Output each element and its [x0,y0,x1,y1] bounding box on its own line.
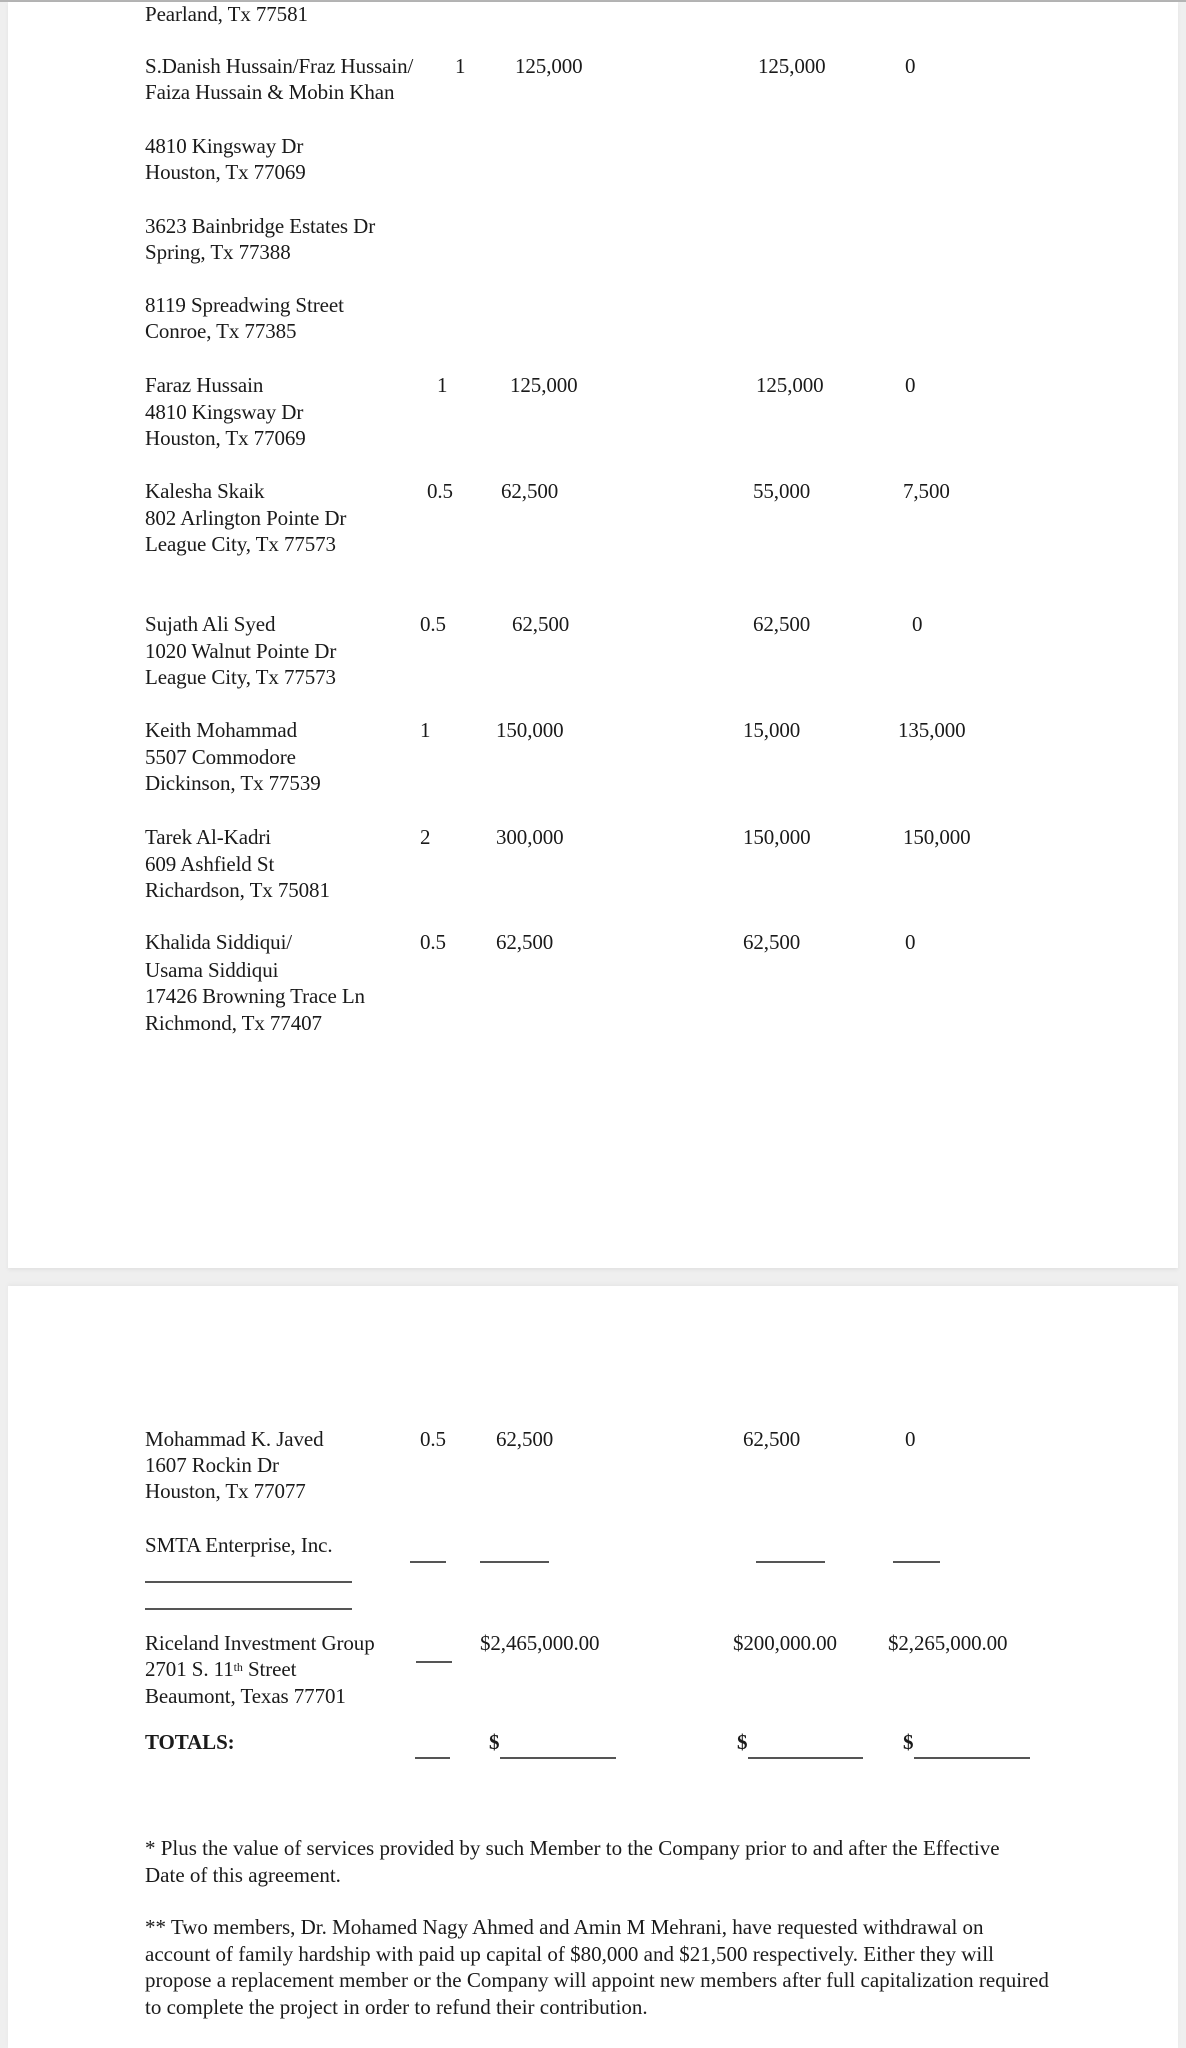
amount-value: 300,000 [496,825,564,849]
amount-value: 62,500 [501,479,559,503]
address-line: Richardson, Tx 75081 [145,878,330,902]
member-name: Tarek Al-Kadri [145,825,271,849]
footnote-single-star: * Plus the value of services provided by such Member to the Company prior to and after the Effective Date of this agreement. [145,1836,1000,1887]
address-line: 802 Arlington Pointe Dr [145,506,347,530]
address-line [145,1656,296,1683]
balance-value: 0 [905,1427,916,1451]
address-line: 1020 Walnut Pointe Dr [145,639,337,663]
ordinal-suffix: th [233,1660,243,1674]
units-value: 0.5 [420,612,446,636]
amount-value: $2,465,000.00 [480,1631,600,1655]
balance-value: 0 [905,54,916,78]
street-suffix: Street [242,1657,297,1681]
blank-units-line [416,1661,452,1663]
balance-value: 150,000 [903,825,971,849]
address-line: 4810 Kingsway Dr [145,400,304,424]
totals-units-line [415,1757,450,1759]
member-name-continued: Faiza Hussain & Mobin Khan [145,80,395,104]
paid-value: 62,500 [743,930,801,954]
address-line: 1607 Rockin Dr [145,1453,279,1477]
blank-paid-line [756,1561,825,1563]
address-line: 5507 Commodore [145,745,296,769]
totals-paid-line [748,1757,863,1759]
blank-balance-line [893,1561,940,1563]
units-value: 0.5 [420,1427,446,1451]
footnote-double-star: ** Two members, Dr. Mohamed Nagy Ahmed and Amin M Mehrani, have requested withdrawal on account of family hardship with paid up capital of $80,000 and $21,500 respectively. Either they will propose a replacement member or the Company will appoint new members after full capitalization required to complete the project in order to refund their contribution. [145,1915,1049,2019]
totals-balance-line [914,1757,1030,1759]
address-line: Conroe, Tx 77385 [145,319,297,343]
balance-value: $2,265,000.00 [888,1631,1008,1655]
units-value: 1 [437,373,448,397]
member-name: Mohammad K. Javed [145,1427,324,1451]
units-value: 1 [455,54,466,78]
amount-value: 125,000 [510,373,578,397]
balance-value: 135,000 [898,718,966,742]
blank-address-line [145,1581,352,1583]
paid-value: 15,000 [743,718,801,742]
units-value: 0.5 [427,479,453,503]
totals-amount-line [500,1757,616,1759]
member-name: Keith Mohammad [145,718,297,742]
totals-label: TOTALS: [145,1730,235,1754]
address-line: League City, Tx 77573 [145,532,336,556]
blank-amount-line [480,1561,549,1563]
address-line: Beaumont, Texas 77701 [145,1684,346,1708]
paid-value: 62,500 [753,612,811,636]
member-name: Khalida Siddiqui/ [145,930,293,954]
paid-value: 55,000 [753,479,811,503]
address-line: 17426 Browning Trace Ln [145,984,365,1008]
totals-paid-dollar: $ [737,1730,748,1754]
paid-value: 125,000 [756,373,824,397]
units-value: 0.5 [420,930,446,954]
balance-value: 0 [905,373,916,397]
paid-value: 150,000 [743,825,811,849]
address-line: Houston, Tx 77077 [145,1479,306,1503]
amount-value: 125,000 [515,54,583,78]
totals-balance-dollar: $ [903,1730,914,1754]
member-name: SMTA Enterprise, Inc. [145,1533,333,1557]
address-line: 4810 Kingsway Dr [145,134,304,158]
member-name: Faraz Hussain [145,373,264,397]
address-line: Dickinson, Tx 77539 [145,771,321,795]
units-value: 2 [420,825,431,849]
paid-value: 125,000 [758,54,826,78]
amount-value: 150,000 [496,718,564,742]
blank-address-line [145,1608,352,1610]
address-line: Richmond, Tx 77407 [145,1011,322,1035]
member-name: S.Danish Hussain/Fraz Hussain/ [145,54,414,78]
street-number: 2701 S. 11 [145,1657,234,1681]
balance-value: 0 [905,930,916,954]
amount-value: 62,500 [512,612,570,636]
member-name: Riceland Investment Group [145,1631,375,1655]
address-line: 8119 Spreadwing Street [145,293,344,317]
member-name: Kalesha Skaik [145,479,265,503]
amount-value: 62,500 [496,1427,554,1451]
member-name: Sujath Ali Syed [145,612,276,636]
address-line: 3623 Bainbridge Estates Dr [145,214,376,238]
address-line: Houston, Tx 77069 [145,426,306,450]
address-line: Spring, Tx 77388 [145,240,291,264]
units-value: 1 [420,718,431,742]
totals-amount-dollar: $ [489,1730,500,1754]
address-line: 609 Ashfield St [145,852,275,876]
paid-value: $200,000.00 [733,1631,837,1655]
address-line: Houston, Tx 77069 [145,160,306,184]
member-name-continued: Usama Siddiqui [145,958,279,982]
paid-value: 62,500 [743,1427,801,1451]
balance-value: 7,500 [903,479,950,503]
blank-units-line [410,1561,446,1563]
address-line: Pearland, Tx 77581 [145,2,308,26]
address-line: League City, Tx 77573 [145,665,336,689]
amount-value: 62,500 [496,930,554,954]
balance-value: 0 [912,612,923,636]
